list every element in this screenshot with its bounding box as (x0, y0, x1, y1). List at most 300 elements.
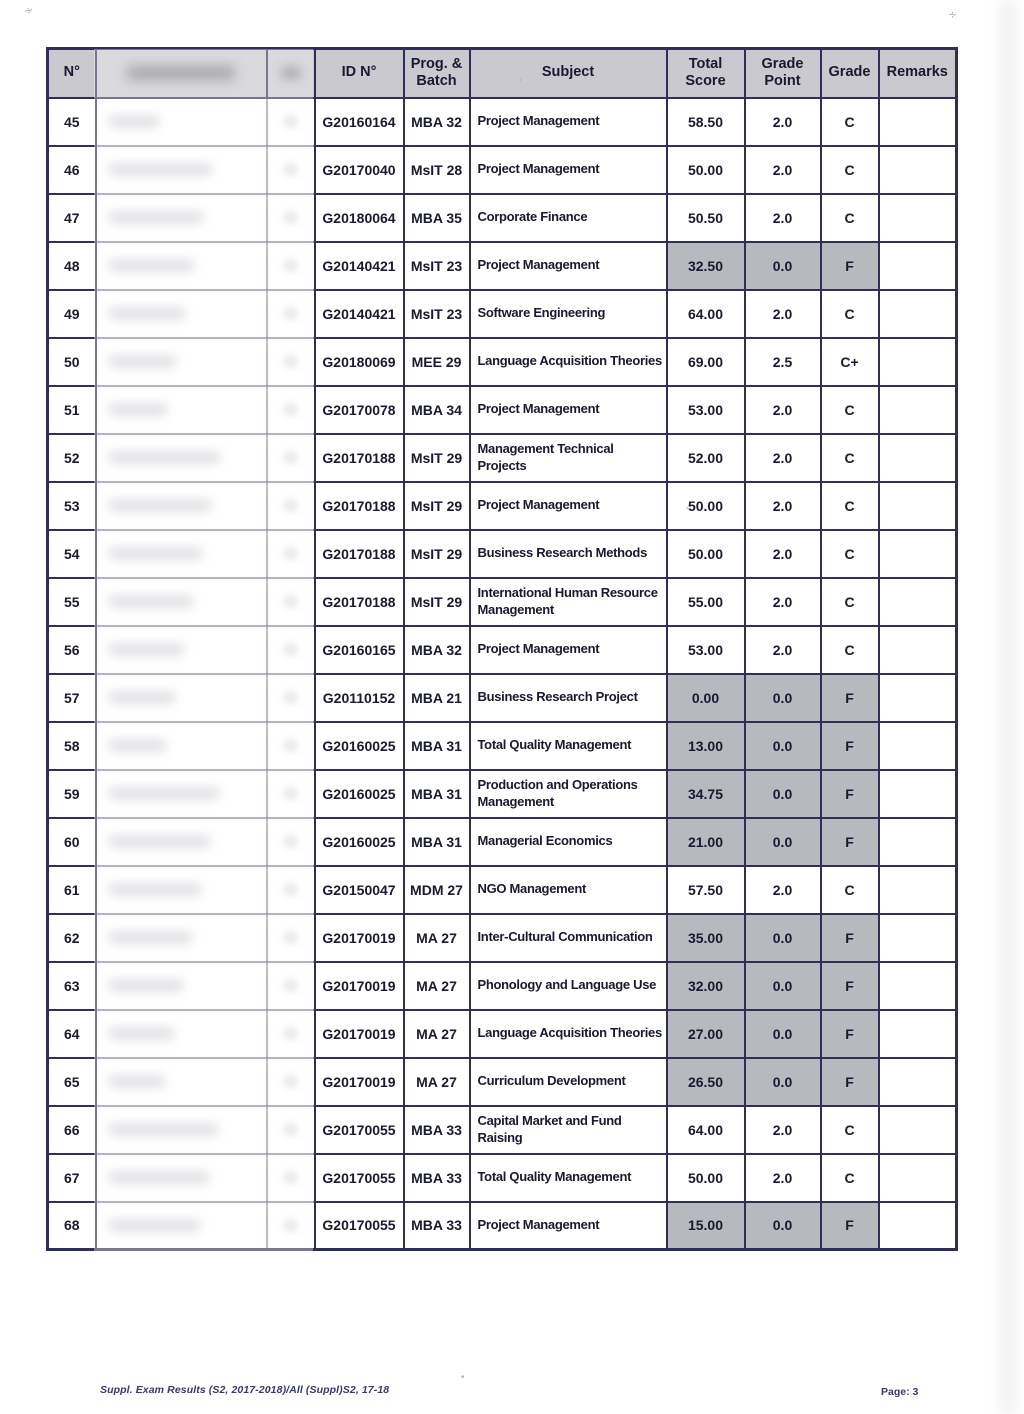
table-row (48, 242, 957, 290)
cell-subject: Capital Market and Fund Raising (470, 1106, 667, 1154)
cell-no: 48 (48, 242, 96, 290)
table-row (48, 98, 957, 146)
cell-grade: C (821, 578, 879, 626)
cell-name-redacted (96, 434, 267, 482)
cell-prog-batch: MA 27 (404, 962, 470, 1010)
cell-id: G20170188 (315, 578, 404, 626)
cell-id: G20160164 (315, 98, 404, 146)
cell-grade: F (821, 1202, 879, 1250)
redacted-sex-blob (284, 500, 297, 511)
cell-sex-redacted (267, 434, 315, 482)
cell-sex-redacted (267, 914, 315, 962)
cell-sex-redacted (267, 242, 315, 290)
cell-prog-batch: MBA 31 (404, 722, 470, 770)
table-row (48, 1154, 957, 1202)
cell-id: G20180069 (315, 338, 404, 386)
redacted-sex-blob (284, 740, 297, 751)
table-header-row (48, 49, 957, 98)
cell-grade: F (821, 770, 879, 818)
redacted-sex-blob (284, 836, 297, 847)
redacted-sex-blob (284, 1124, 297, 1135)
cell-grade-point: 2.0 (745, 290, 821, 338)
cell-remarks (879, 578, 957, 626)
cell-sex-redacted (267, 338, 315, 386)
table-row (48, 434, 957, 482)
cell-name-redacted (96, 914, 267, 962)
cell-no: 50 (48, 338, 96, 386)
cell-id: G20170019 (315, 1058, 404, 1106)
cell-total-score: 50.00 (667, 530, 745, 578)
header-grade-point: Grade Point (745, 49, 821, 98)
cell-prog-batch: MBA 33 (404, 1202, 470, 1250)
cell-grade: F (821, 962, 879, 1010)
cell-name-redacted (96, 146, 267, 194)
cell-sex-redacted (267, 674, 315, 722)
cell-no: 53 (48, 482, 96, 530)
table-row (48, 962, 957, 1010)
cell-no: 58 (48, 722, 96, 770)
redacted-name-blob (109, 403, 167, 416)
cell-prog-batch: MsIT 29 (404, 578, 470, 626)
cell-id: G20170078 (315, 386, 404, 434)
cell-prog-batch: MsIT 23 (404, 242, 470, 290)
cell-sex-redacted (267, 866, 315, 914)
redacted-name-blob (109, 643, 184, 656)
cell-no: 47 (48, 194, 96, 242)
cell-subject: Project Management (470, 1202, 667, 1250)
cell-total-score: 26.50 (667, 1058, 745, 1106)
cell-subject: Curriculum Development (470, 1058, 667, 1106)
redacted-name-header-blob (127, 66, 235, 80)
cell-id: G20170055 (315, 1202, 404, 1250)
cell-prog-batch: MsIT 29 (404, 434, 470, 482)
cell-no: 49 (48, 290, 96, 338)
cell-total-score: 53.00 (667, 626, 745, 674)
cell-total-score: 35.00 (667, 914, 745, 962)
cell-name-redacted (96, 770, 267, 818)
cell-grade: C (821, 386, 879, 434)
cell-remarks (879, 866, 957, 914)
header-no: N° (48, 49, 96, 98)
cell-prog-batch: MsIT 28 (404, 146, 470, 194)
redacted-name-blob (109, 259, 194, 272)
cell-id: G20170019 (315, 914, 404, 962)
cell-grade: C (821, 194, 879, 242)
cell-total-score: 13.00 (667, 722, 745, 770)
cell-grade: C (821, 866, 879, 914)
table-row (48, 290, 957, 338)
redacted-name-blob (109, 1219, 200, 1232)
cell-name-redacted (96, 1058, 267, 1106)
header-total-score: Total Score (667, 49, 745, 98)
cell-name-redacted (96, 626, 267, 674)
table-row (48, 770, 957, 818)
cell-no: 68 (48, 1202, 96, 1250)
header-remarks: Remarks (879, 49, 957, 98)
table-row (48, 338, 957, 386)
cell-grade: C (821, 146, 879, 194)
scan-artifact: ∻ (948, 9, 958, 21)
cell-prog-batch: MBA 34 (404, 386, 470, 434)
cell-id: G20170019 (315, 962, 404, 1010)
redacted-sex-blob (284, 1172, 297, 1183)
cell-no: 59 (48, 770, 96, 818)
cell-remarks (879, 914, 957, 962)
cell-grade-point: 2.0 (745, 482, 821, 530)
cell-no: 46 (48, 146, 96, 194)
cell-sex-redacted (267, 1010, 315, 1058)
cell-total-score: 32.00 (667, 962, 745, 1010)
cell-name-redacted (96, 962, 267, 1010)
cell-subject: International Human Resource Management (470, 578, 667, 626)
cell-grade: C (821, 434, 879, 482)
cell-sex-redacted (267, 98, 315, 146)
table-row (48, 818, 957, 866)
cell-name-redacted (96, 194, 267, 242)
cell-remarks (879, 194, 957, 242)
cell-remarks (879, 290, 957, 338)
cell-no: 65 (48, 1058, 96, 1106)
redacted-sex-blob (284, 260, 297, 271)
cell-grade-point: 0.0 (745, 1202, 821, 1250)
scan-artifact: ’ (878, 482, 880, 492)
redacted-sex-blob (284, 884, 297, 895)
footer-page-number: Page: 3 (881, 1386, 919, 1398)
cell-id: G20140421 (315, 290, 404, 338)
cell-prog-batch: MsIT 23 (404, 290, 470, 338)
cell-subject: Phonology and Language Use (470, 962, 667, 1010)
cell-total-score: 50.00 (667, 482, 745, 530)
cell-total-score: 32.50 (667, 242, 745, 290)
cell-subject: Software Engineering (470, 290, 667, 338)
cell-no: 67 (48, 1154, 96, 1202)
table-row (48, 1058, 957, 1106)
cell-grade-point: 2.0 (745, 1154, 821, 1202)
cell-id: G20170019 (315, 1010, 404, 1058)
cell-grade: C (821, 1154, 879, 1202)
cell-grade: F (821, 1058, 879, 1106)
cell-remarks (879, 338, 957, 386)
header-id: ID N° (315, 49, 404, 98)
cell-total-score: 55.00 (667, 578, 745, 626)
cell-name-redacted (96, 866, 267, 914)
table-row (48, 722, 957, 770)
cell-grade-point: 0.0 (745, 722, 821, 770)
table-row (48, 914, 957, 962)
cell-id: G20180064 (315, 194, 404, 242)
cell-sex-redacted (267, 962, 315, 1010)
cell-grade: C (821, 530, 879, 578)
header-sex-redacted (267, 49, 315, 98)
redacted-name-blob (109, 691, 175, 704)
cell-grade-point: 2.0 (745, 626, 821, 674)
cell-remarks (879, 1106, 957, 1154)
cell-id: G20160025 (315, 722, 404, 770)
cell-name-redacted (96, 1154, 267, 1202)
redacted-sex-blob (284, 404, 297, 415)
table-row (48, 1106, 957, 1154)
redacted-sex-blob (284, 1076, 297, 1087)
redacted-name-blob (109, 355, 176, 368)
cell-grade: C (821, 98, 879, 146)
cell-sex-redacted (267, 1154, 315, 1202)
cell-grade: C+ (821, 338, 879, 386)
cell-total-score: 50.00 (667, 1154, 745, 1202)
cell-grade-point: 0.0 (745, 1010, 821, 1058)
cell-sex-redacted (267, 1106, 315, 1154)
redacted-name-blob (109, 1171, 209, 1184)
cell-remarks (879, 1154, 957, 1202)
table-row (48, 1010, 957, 1058)
cell-grade-point: 2.0 (745, 1106, 821, 1154)
cell-no: 56 (48, 626, 96, 674)
redacted-name-blob (109, 931, 192, 944)
cell-no: 45 (48, 98, 96, 146)
cell-total-score: 69.00 (667, 338, 745, 386)
cell-subject: Management Technical Projects (470, 434, 667, 482)
cell-no: 62 (48, 914, 96, 962)
cell-remarks (879, 1010, 957, 1058)
cell-id: G20170040 (315, 146, 404, 194)
redacted-name-blob (109, 883, 201, 896)
cell-no: 60 (48, 818, 96, 866)
cell-name-redacted (96, 530, 267, 578)
cell-sex-redacted (267, 386, 315, 434)
cell-sex-redacted (267, 1202, 315, 1250)
cell-total-score: 58.50 (667, 98, 745, 146)
cell-grade: C (821, 626, 879, 674)
cell-subject: Project Management (470, 98, 667, 146)
cell-sex-redacted (267, 482, 315, 530)
redacted-sex-blob (284, 116, 297, 127)
cell-name-redacted (96, 818, 267, 866)
cell-prog-batch: MDM 27 (404, 866, 470, 914)
cell-subject: Language Acquisition Theories (470, 1010, 667, 1058)
redacted-name-blob (109, 163, 212, 176)
cell-sex-redacted (267, 290, 315, 338)
cell-grade-point: 0.0 (745, 242, 821, 290)
cell-no: 63 (48, 962, 96, 1010)
cell-remarks (879, 386, 957, 434)
cell-subject: Business Research Project (470, 674, 667, 722)
cell-prog-batch: MsIT 29 (404, 530, 470, 578)
cell-total-score: 15.00 (667, 1202, 745, 1250)
header-subject: Subject (470, 49, 667, 98)
redacted-sex-blob (284, 452, 297, 463)
cell-subject: Total Quality Management (470, 1154, 667, 1202)
redacted-name-blob (109, 1123, 218, 1136)
redacted-sex-blob (284, 212, 297, 223)
cell-no: 61 (48, 866, 96, 914)
cell-remarks (879, 98, 957, 146)
cell-total-score: 50.50 (667, 194, 745, 242)
cell-id: G20160025 (315, 770, 404, 818)
redacted-name-blob (109, 307, 185, 320)
cell-id: G20170188 (315, 530, 404, 578)
cell-id: G20170055 (315, 1106, 404, 1154)
cell-total-score: 57.50 (667, 866, 745, 914)
cell-name-redacted (96, 386, 267, 434)
redacted-name-blob (109, 1075, 165, 1088)
cell-subject: Project Management (470, 386, 667, 434)
cell-grade-point: 0.0 (745, 674, 821, 722)
redacted-name-blob (109, 1027, 174, 1040)
cell-grade-point: 0.0 (745, 818, 821, 866)
cell-prog-batch: MEE 29 (404, 338, 470, 386)
cell-grade: F (821, 914, 879, 962)
cell-name-redacted (96, 338, 267, 386)
cell-grade-point: 2.0 (745, 530, 821, 578)
footer-report-title: Suppl. Exam Results (S2, 2017-2018)/All (Suppl)S2, 17-18 (100, 1384, 390, 1396)
cell-grade-point: 2.0 (745, 866, 821, 914)
table-row (48, 386, 957, 434)
cell-remarks (879, 482, 957, 530)
cell-remarks (879, 1058, 957, 1106)
cell-total-score: 64.00 (667, 1106, 745, 1154)
header-prog-batch: Prog. & Batch (404, 49, 470, 98)
cell-remarks (879, 722, 957, 770)
cell-remarks (879, 818, 957, 866)
redacted-name-blob (109, 787, 219, 800)
cell-total-score: 21.00 (667, 818, 745, 866)
cell-prog-batch: MBA 32 (404, 626, 470, 674)
cell-grade-point: 2.0 (745, 146, 821, 194)
cell-name-redacted (96, 1202, 267, 1250)
cell-grade: C (821, 290, 879, 338)
cell-remarks (879, 530, 957, 578)
cell-grade: C (821, 1106, 879, 1154)
cell-subject: Total Quality Management (470, 722, 667, 770)
cell-grade-point: 0.0 (745, 1058, 821, 1106)
exam-results-table (46, 47, 958, 1251)
redacted-sex-blob (284, 932, 297, 943)
cell-prog-batch: MBA 31 (404, 818, 470, 866)
cell-id: G20170188 (315, 482, 404, 530)
cell-remarks (879, 146, 957, 194)
cell-name-redacted (96, 482, 267, 530)
cell-grade-point: 2.0 (745, 434, 821, 482)
cell-subject: Corporate Finance (470, 194, 667, 242)
table-row (48, 1202, 957, 1250)
cell-total-score: 50.00 (667, 146, 745, 194)
cell-prog-batch: MA 27 (404, 1010, 470, 1058)
cell-sex-redacted (267, 530, 315, 578)
cell-sex-redacted (267, 146, 315, 194)
cell-prog-batch: MBA 31 (404, 770, 470, 818)
cell-prog-batch: MBA 33 (404, 1154, 470, 1202)
cell-name-redacted (96, 242, 267, 290)
cell-prog-batch: MBA 35 (404, 194, 470, 242)
redacted-name-blob (109, 115, 159, 128)
scan-artifact: ‚ (519, 72, 522, 83)
redacted-sex-blob (284, 596, 297, 607)
redacted-sex-blob (284, 1220, 297, 1231)
cell-name-redacted (96, 1106, 267, 1154)
cell-remarks (879, 1202, 957, 1250)
cell-remarks (879, 770, 957, 818)
cell-total-score: 53.00 (667, 386, 745, 434)
redacted-sex-blob (284, 308, 297, 319)
cell-grade-point: 2.0 (745, 386, 821, 434)
redacted-sex-blob (284, 548, 297, 559)
cell-prog-batch: MBA 21 (404, 674, 470, 722)
cell-prog-batch: MBA 33 (404, 1106, 470, 1154)
cell-grade-point: 0.0 (745, 770, 821, 818)
cell-no: 55 (48, 578, 96, 626)
cell-grade: C (821, 482, 879, 530)
cell-total-score: 27.00 (667, 1010, 745, 1058)
cell-remarks (879, 434, 957, 482)
cell-no: 54 (48, 530, 96, 578)
cell-subject: Production and Operations Management (470, 770, 667, 818)
redacted-name-blob (109, 211, 203, 224)
cell-grade: F (821, 242, 879, 290)
cell-subject: Managerial Economics (470, 818, 667, 866)
redacted-name-blob (109, 499, 211, 512)
cell-subject: Project Management (470, 626, 667, 674)
cell-subject: Project Management (470, 482, 667, 530)
cell-id: G20110152 (315, 674, 404, 722)
scan-artifact: ’ (686, 506, 689, 517)
cell-grade: F (821, 818, 879, 866)
cell-grade-point: 2.0 (745, 98, 821, 146)
cell-grade-point: 2.5 (745, 338, 821, 386)
cell-id: G20150047 (315, 866, 404, 914)
redacted-sex-blob (284, 644, 297, 655)
table-row (48, 194, 957, 242)
cell-subject: Inter-Cultural Communication (470, 914, 667, 962)
header-name-redacted (96, 49, 267, 98)
cell-name-redacted (96, 722, 267, 770)
cell-grade: F (821, 674, 879, 722)
cell-remarks (879, 962, 957, 1010)
results-table-body (48, 98, 957, 1250)
cell-no: 66 (48, 1106, 96, 1154)
table-row (48, 530, 957, 578)
redacted-name-blob (109, 739, 166, 752)
cell-grade-point: 0.0 (745, 914, 821, 962)
cell-grade-point: 0.0 (745, 962, 821, 1010)
cell-prog-batch: MA 27 (404, 914, 470, 962)
redacted-name-blob (109, 595, 193, 608)
scan-edge-shadow (998, 0, 1018, 1414)
cell-id: G20170188 (315, 434, 404, 482)
cell-id: G20160025 (315, 818, 404, 866)
redacted-name-blob (109, 979, 183, 992)
cell-name-redacted (96, 578, 267, 626)
cell-subject: Business Research Methods (470, 530, 667, 578)
redacted-name-blob (109, 547, 202, 560)
cell-subject: NGO Management (470, 866, 667, 914)
cell-name-redacted (96, 290, 267, 338)
cell-no: 64 (48, 1010, 96, 1058)
redacted-sex-blob (284, 692, 297, 703)
cell-no: 52 (48, 434, 96, 482)
cell-id: G20170055 (315, 1154, 404, 1202)
cell-name-redacted (96, 98, 267, 146)
redacted-sex-blob (284, 356, 297, 367)
cell-remarks (879, 242, 957, 290)
cell-prog-batch: MsIT 29 (404, 482, 470, 530)
cell-sex-redacted (267, 818, 315, 866)
cell-grade: F (821, 722, 879, 770)
cell-prog-batch: MA 27 (404, 1058, 470, 1106)
redacted-sex-header-blob (281, 67, 301, 79)
table-row (48, 626, 957, 674)
cell-total-score: 0.00 (667, 674, 745, 722)
cell-no: 57 (48, 674, 96, 722)
cell-total-score: 64.00 (667, 290, 745, 338)
